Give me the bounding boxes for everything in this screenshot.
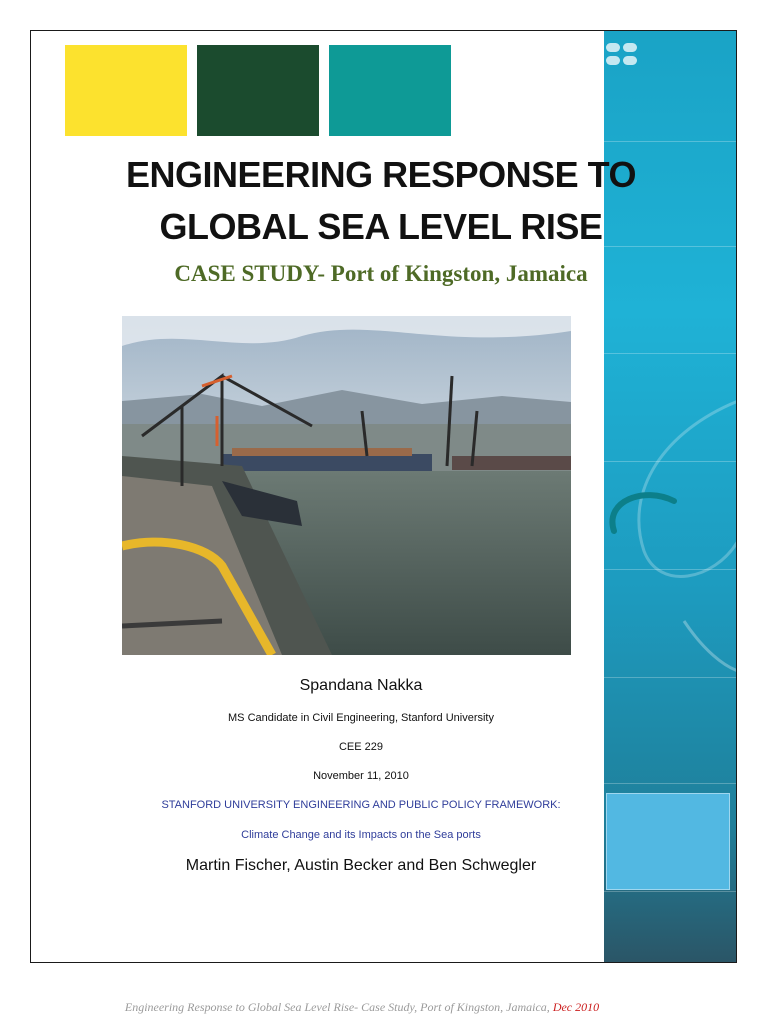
author-name: Spandana Nakka <box>299 677 423 694</box>
footer-date: Dec 2010 <box>552 1000 600 1014</box>
cover-page <box>30 30 737 963</box>
decorative-swirl-icon <box>604 391 737 691</box>
port-photo <box>122 316 571 655</box>
course-number: CEE 229 <box>338 741 384 753</box>
document-date: November 11, 2010 <box>313 770 409 782</box>
document-title <box>41 149 721 253</box>
topic-line: Climate Change and its Impacts on the Sea ports <box>241 829 481 841</box>
advisor-names: Martin Fischer, Austin Becker and Ben Schwegler <box>185 857 537 874</box>
title-line-2: GLOBAL SEA LEVEL RISE <box>159 206 603 247</box>
teal-color-block <box>329 45 451 136</box>
framework-heading: STANFORD UNIVERSITY ENGINEERING AND PUBLIC POLICY FRAMEWORK: <box>161 799 561 811</box>
dark-green-color-block <box>197 45 319 136</box>
grid-dots-icon <box>606 43 640 67</box>
document-subtitle: CASE STUDY- Port of Kingston, Jamaica <box>174 261 588 286</box>
yellow-color-block <box>65 45 187 136</box>
author-affiliation: MS Candidate in Civil Engineering, Stanford University <box>228 712 494 724</box>
title-line-1: ENGINEERING RESPONSE TO <box>126 154 636 195</box>
footer-text: Engineering Response to Global Sea Level Rise- Case Study, Port of Kingston, Jamaica, <box>124 1000 550 1014</box>
page-footer <box>0 1000 724 1015</box>
